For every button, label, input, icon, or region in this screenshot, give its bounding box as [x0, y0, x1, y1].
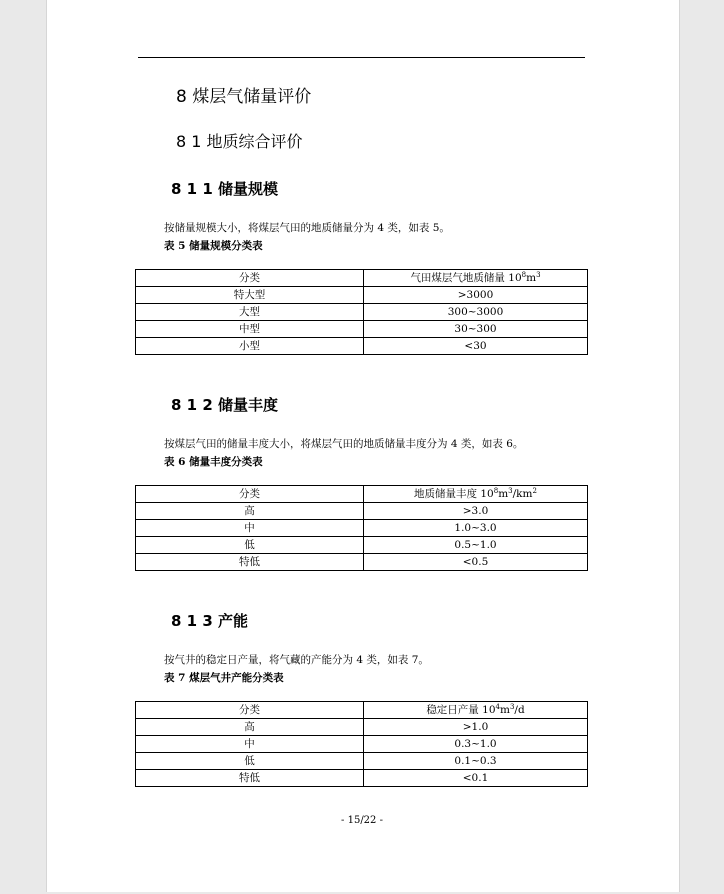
table-row: [136, 753, 588, 770]
section-heading: 8 1 地质综合评价: [176, 132, 303, 151]
table-row: [136, 520, 588, 537]
reserve-abundance-table: [135, 485, 588, 571]
value-cell: 0.3~1.0: [364, 736, 588, 753]
productivity-table: [135, 701, 588, 787]
table-header-row: [136, 486, 588, 503]
category-cell: 高: [136, 719, 364, 736]
table-header-row: [136, 270, 588, 287]
header-cell: 分类: [136, 486, 364, 503]
paragraph: 按煤层气田的储量丰度大小，将煤层气田的地质储量丰度分为 4 类，如表 6。: [164, 438, 524, 450]
value-cell: <0.5: [364, 554, 588, 571]
paragraph: 按气井的稳定日产量，将气藏的产能分为 4 类，如表 7。: [164, 654, 429, 666]
value-cell: <0.1: [364, 770, 588, 787]
subsection-heading: 8 1 3 产能: [171, 612, 248, 630]
table-row: [136, 719, 588, 736]
category-cell: 中型: [136, 321, 364, 338]
category-cell: 低: [136, 537, 364, 554]
header-cell: 地质储量丰度 $10^8m^3/km^2$: [364, 486, 588, 503]
value-cell: 0.5~1.0: [364, 537, 588, 554]
page-number: - 15/22 -: [341, 815, 383, 826]
value-cell: 0.1~0.3: [364, 753, 588, 770]
table-caption: 表 5 储量规模分类表: [164, 240, 263, 252]
table-row: [136, 287, 588, 304]
table-row: [136, 503, 588, 520]
reserve-scale-table: [135, 269, 588, 355]
header-cell: 分类: [136, 270, 364, 287]
header-rule: [138, 57, 585, 58]
category-cell: 小型: [136, 338, 364, 355]
value-cell: 1.0~3.0: [364, 520, 588, 537]
table-header-row: [136, 702, 588, 719]
value-cell: >1.0: [364, 719, 588, 736]
value-cell: 300~3000: [364, 304, 588, 321]
chapter-heading: 8 煤层气储量评价: [176, 87, 312, 107]
table-caption: 表 7 煤层气井产能分类表: [164, 672, 284, 684]
category-cell: 低: [136, 753, 364, 770]
table-row: [136, 736, 588, 753]
category-cell: 大型: [136, 304, 364, 321]
value-cell: >3000: [364, 287, 588, 304]
table-row: [136, 321, 588, 338]
value-cell: >3.0: [364, 503, 588, 520]
header-cell: 分类: [136, 702, 364, 719]
table-row: [136, 770, 588, 787]
header-cell: 气田煤层气地质储量 $10^8m^3$: [364, 270, 588, 287]
table-row: [136, 537, 588, 554]
value-cell: 30~300: [364, 321, 588, 338]
paragraph: 按储量规模大小，将煤层气田的地质储量分为 4 类，如表 5。: [164, 222, 450, 234]
header-cell: 稳定日产量 $10^4m^3/d$: [364, 702, 588, 719]
category-cell: 中: [136, 736, 364, 753]
category-cell: 中: [136, 520, 364, 537]
table-row: [136, 304, 588, 321]
table-row: [136, 338, 588, 355]
category-cell: 特大型: [136, 287, 364, 304]
category-cell: 高: [136, 503, 364, 520]
table-row: [136, 554, 588, 571]
subsection-heading: 8 1 1 储量规模: [171, 180, 278, 198]
table-caption: 表 6 储量丰度分类表: [164, 456, 263, 468]
value-cell: <30: [364, 338, 588, 355]
subsection-heading: 8 1 2 储量丰度: [171, 396, 278, 414]
category-cell: 特低: [136, 770, 364, 787]
category-cell: 特低: [136, 554, 364, 571]
